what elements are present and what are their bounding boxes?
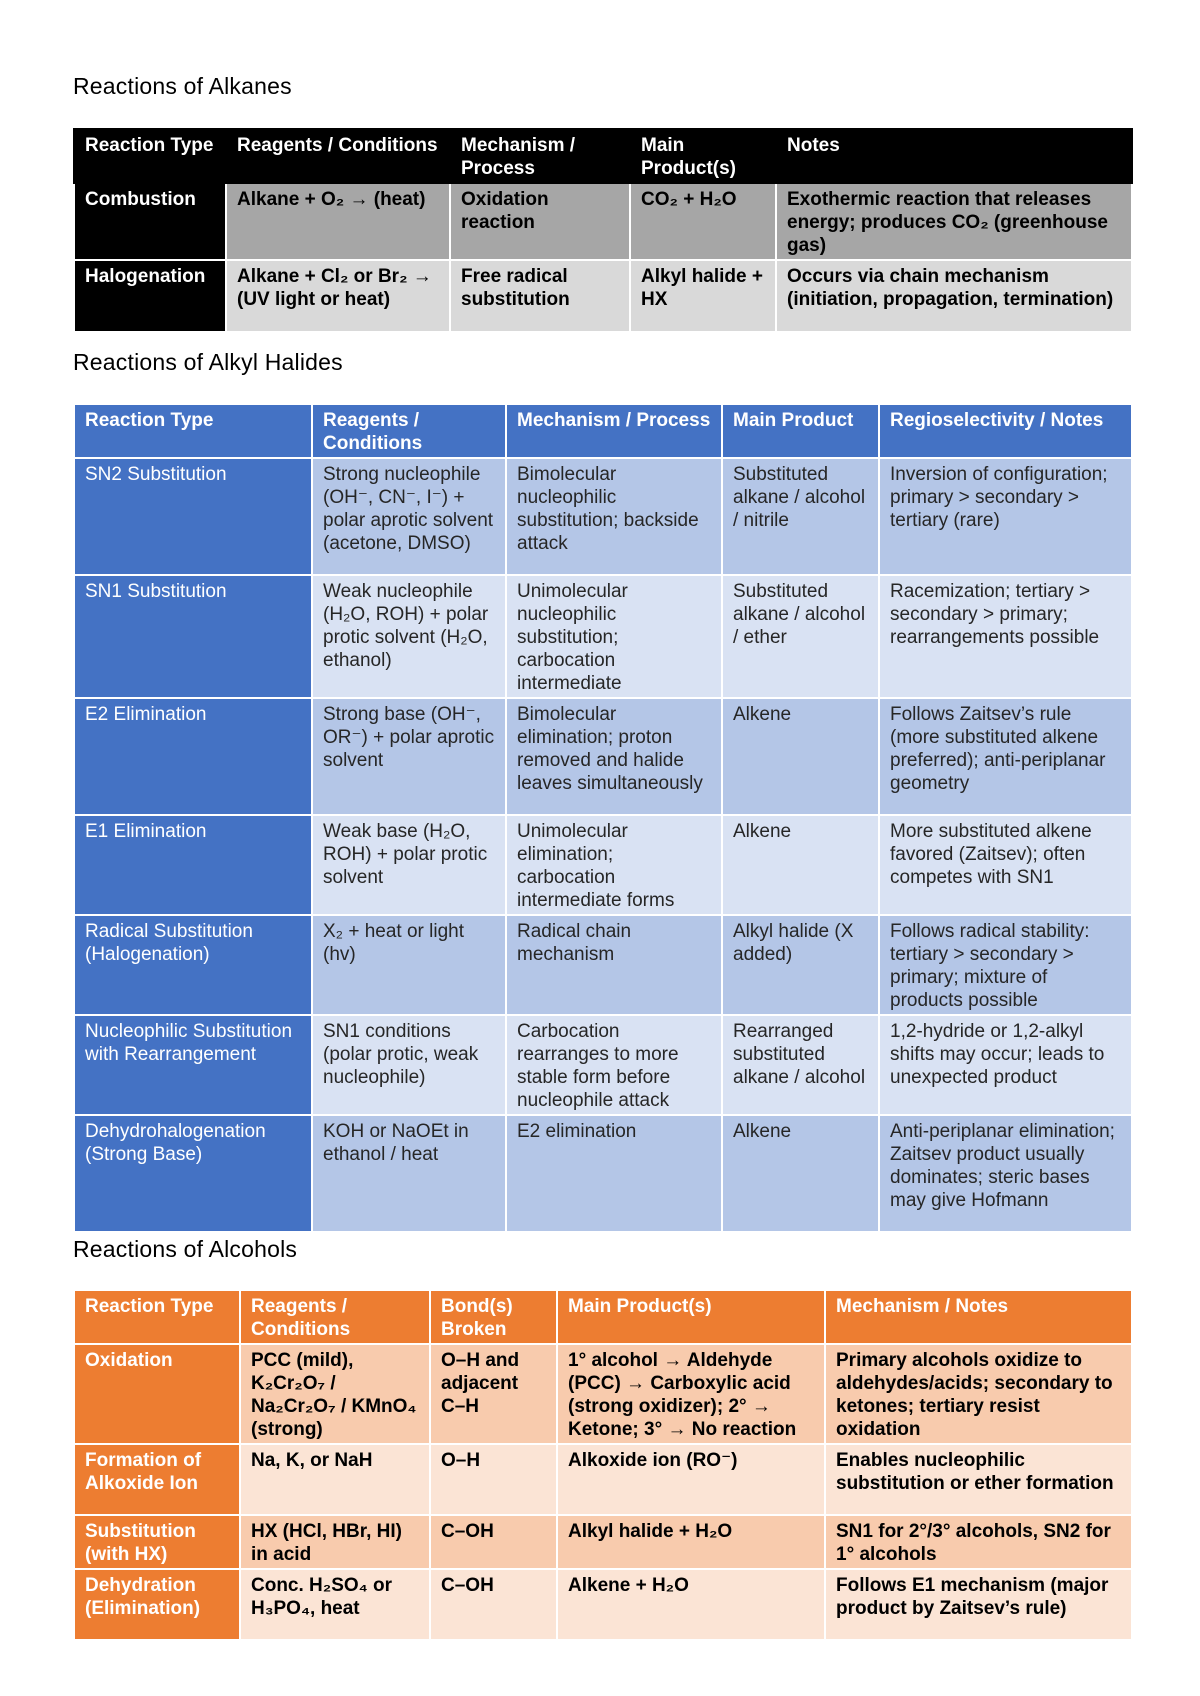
notes-cell: SN1 for 2°/3° alcohols, SN2 for 1° alcohols bbox=[825, 1515, 1132, 1569]
reagents-cell: Weak nucleophile (H₂O, ROH) + polar protic solvent (H₂O, ethanol) bbox=[312, 575, 506, 698]
alkyl-halides-section-title: Reactions of Alkyl Halides bbox=[73, 349, 343, 375]
reaction-type-cell: Combustion bbox=[74, 183, 226, 260]
reagents-cell: Alkane + O₂ → (heat) bbox=[226, 183, 450, 260]
reagents-cell: X₂ + heat or light (hv) bbox=[312, 915, 506, 1015]
notes-cell: Anti-periplanar elimination; Zaitsev product usually dominates; steric bases may give Hofmann bbox=[879, 1115, 1132, 1232]
reagents-cell: SN1 conditions (polar protic, weak nucleophile) bbox=[312, 1015, 506, 1115]
reaction-type-cell: Oxidation bbox=[74, 1344, 240, 1444]
mechanism-cell: Oxidation reaction bbox=[450, 183, 630, 260]
product-cell: Rearranged substituted alkane / alcohol bbox=[722, 1015, 879, 1115]
table-row bbox=[74, 183, 1132, 260]
reaction-type-cell: E1 Elimination bbox=[74, 815, 312, 915]
notes-cell: Follows radical stability: tertiary > secondary > primary; mixture of products possible bbox=[879, 915, 1132, 1015]
product-cell: Alkoxide ion (RO⁻) bbox=[557, 1444, 825, 1515]
reaction-type-cell: Nucleophilic Substitution with Rearrangement bbox=[74, 1015, 312, 1115]
column-header: Reagents / Conditions bbox=[226, 129, 450, 183]
mechanism-cell: Free radical substitution bbox=[450, 260, 630, 332]
notes-cell: 1,2-hydride or 1,2-alkyl shifts may occur; leads to unexpected product bbox=[879, 1015, 1132, 1115]
mechanism-cell: Bimolecular nucleophilic substitution; backside attack bbox=[506, 458, 722, 575]
reagents-cell: PCC (mild), K₂Cr₂O₇ / Na₂Cr₂O₇ / KMnO₄ (strong) bbox=[240, 1344, 430, 1444]
product-cell: Alkyl halide + HX bbox=[630, 260, 776, 332]
reagents-cell: Strong base (OH⁻, OR⁻) + polar aprotic solvent bbox=[312, 698, 506, 815]
reaction-type-cell: E2 Elimination bbox=[74, 698, 312, 815]
notes-cell: Inversion of configuration; primary > secondary > tertiary (rare) bbox=[879, 458, 1132, 575]
alkanes-table bbox=[73, 128, 1133, 333]
product-cell: Substituted alkane / alcohol / nitrile bbox=[722, 458, 879, 575]
notes-cell: Enables nucleophilic substitution or ether formation bbox=[825, 1444, 1132, 1515]
column-header: Reaction Type bbox=[74, 1290, 240, 1344]
column-header: Mechanism / Process bbox=[450, 129, 630, 183]
alkanes-section-title: Reactions of Alkanes bbox=[73, 73, 292, 99]
notes-cell: Follows Zaitsev’s rule (more substituted alkene preferred); anti-periplanar geometry bbox=[879, 698, 1132, 815]
column-header: Main Product(s) bbox=[557, 1290, 825, 1344]
table-header-row bbox=[74, 404, 1132, 458]
table-row bbox=[74, 1015, 1132, 1115]
notes-cell: Occurs via chain mechanism (initiation, propagation, termination) bbox=[776, 260, 1132, 332]
product-cell: 1° alcohol → Aldehyde (PCC) → Carboxylic acid (strong oxidizer); 2° → Ketone; 3° → No reaction bbox=[557, 1344, 825, 1444]
table-row bbox=[74, 458, 1132, 575]
reagents-cell: Weak base (H₂O, ROH) + polar protic solvent bbox=[312, 815, 506, 915]
reaction-type-cell: Radical Substitution (Halogenation) bbox=[74, 915, 312, 1015]
notes-cell: Racemization; tertiary > secondary > primary; rearrangements possible bbox=[879, 575, 1132, 698]
bonds-broken-cell: C–OH bbox=[430, 1569, 557, 1640]
table-row bbox=[74, 1515, 1132, 1569]
notes-cell: Primary alcohols oxidize to aldehydes/acids; secondary to ketones; tertiary resist oxidation bbox=[825, 1344, 1132, 1444]
reagents-cell: Strong nucleophile (OH⁻, CN⁻, I⁻) + polar aprotic solvent (acetone, DMSO) bbox=[312, 458, 506, 575]
mechanism-cell: Radical chain mechanism bbox=[506, 915, 722, 1015]
table-row bbox=[74, 815, 1132, 915]
column-header: Mechanism / Process bbox=[506, 404, 722, 458]
product-cell: Alkene + H₂O bbox=[557, 1569, 825, 1640]
notes-cell: Follows E1 mechanism (major product by Zaitsev’s rule) bbox=[825, 1569, 1132, 1640]
table-row bbox=[74, 1569, 1132, 1640]
mechanism-cell: Unimolecular elimination; carbocation intermediate forms bbox=[506, 815, 722, 915]
column-header: Reagents / Conditions bbox=[240, 1290, 430, 1344]
reaction-type-cell: SN2 Substitution bbox=[74, 458, 312, 575]
column-header: Reaction Type bbox=[74, 404, 312, 458]
product-cell: Alkene bbox=[722, 1115, 879, 1232]
column-header: Reagents / Conditions bbox=[312, 404, 506, 458]
column-header: Bond(s) Broken bbox=[430, 1290, 557, 1344]
reaction-type-cell: Substitution (with HX) bbox=[74, 1515, 240, 1569]
column-header: Reaction Type bbox=[74, 129, 226, 183]
alcohols-table bbox=[73, 1289, 1133, 1641]
table-row bbox=[74, 698, 1132, 815]
table-row bbox=[74, 1444, 1132, 1515]
product-cell: Alkene bbox=[722, 815, 879, 915]
column-header: Regioselectivity / Notes bbox=[879, 404, 1132, 458]
reaction-type-cell: Dehydration (Elimination) bbox=[74, 1569, 240, 1640]
reagents-cell: Conc. H₂SO₄ or H₃PO₄, heat bbox=[240, 1569, 430, 1640]
reagents-cell: Alkane + Cl₂ or Br₂ → (UV light or heat) bbox=[226, 260, 450, 332]
bonds-broken-cell: O–H bbox=[430, 1444, 557, 1515]
column-header: Notes bbox=[776, 129, 1132, 183]
mechanism-cell: E2 elimination bbox=[506, 1115, 722, 1232]
table-row bbox=[74, 575, 1132, 698]
alcohols-section-title: Reactions of Alcohols bbox=[73, 1236, 298, 1262]
table-row bbox=[74, 1344, 1132, 1444]
bonds-broken-cell: C–OH bbox=[430, 1515, 557, 1569]
notes-cell: Exothermic reaction that releases energy; produces CO₂ (greenhouse gas) bbox=[776, 183, 1132, 260]
notes-cell: More substituted alkene favored (Zaitsev); often competes with SN1 bbox=[879, 815, 1132, 915]
product-cell: Alkyl halide + H₂O bbox=[557, 1515, 825, 1569]
column-header: Mechanism / Notes bbox=[825, 1290, 1132, 1344]
product-cell: CO₂ + H₂O bbox=[630, 183, 776, 260]
table-header-row bbox=[74, 129, 1132, 183]
alkyl-halides-table bbox=[73, 403, 1133, 1233]
column-header: Main Product bbox=[722, 404, 879, 458]
table-row bbox=[74, 915, 1132, 1015]
reagents-cell: HX (HCl, HBr, HI) in acid bbox=[240, 1515, 430, 1569]
product-cell: Substituted alkane / alcohol / ether bbox=[722, 575, 879, 698]
table-row bbox=[74, 1115, 1132, 1232]
product-cell: Alkene bbox=[722, 698, 879, 815]
mechanism-cell: Unimolecular nucleophilic substitution; carbocation intermediate bbox=[506, 575, 722, 698]
bonds-broken-cell: O–H and adjacent C–H bbox=[430, 1344, 557, 1444]
mechanism-cell: Carbocation rearranges to more stable form before nucleophile attack bbox=[506, 1015, 722, 1115]
column-header: Main Product(s) bbox=[630, 129, 776, 183]
reaction-type-cell: SN1 Substitution bbox=[74, 575, 312, 698]
reaction-type-cell: Dehydrohalogenation (Strong Base) bbox=[74, 1115, 312, 1232]
reagents-cell: Na, K, or NaH bbox=[240, 1444, 430, 1515]
reagents-cell: KOH or NaOEt in ethanol / heat bbox=[312, 1115, 506, 1232]
mechanism-cell: Bimolecular elimination; proton removed and halide leaves simultaneously bbox=[506, 698, 722, 815]
table-header-row bbox=[74, 1290, 1132, 1344]
reaction-type-cell: Formation of Alkoxide Ion bbox=[74, 1444, 240, 1515]
product-cell: Alkyl halide (X added) bbox=[722, 915, 879, 1015]
table-row bbox=[74, 260, 1132, 332]
reaction-type-cell: Halogenation bbox=[74, 260, 226, 332]
